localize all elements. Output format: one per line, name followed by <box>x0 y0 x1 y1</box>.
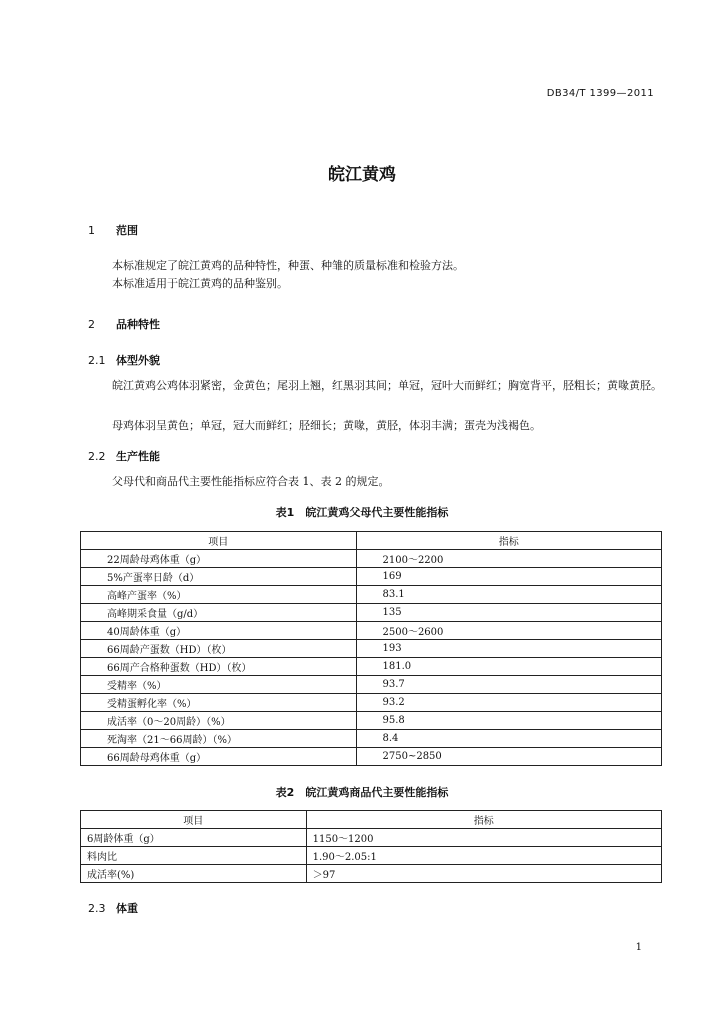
page-number: 1 <box>635 942 642 953</box>
item-cell: 死淘率（21～66周龄）（%） <box>81 730 357 748</box>
item-cell: 66周产合格种蛋数（HD）（枚） <box>81 658 357 676</box>
value-cell: 83.1 <box>356 586 662 604</box>
section-2-heading <box>88 316 160 332</box>
table-header-row <box>81 532 662 550</box>
table-row <box>81 730 662 748</box>
column-header: 指标 <box>356 532 662 550</box>
section-number: 2.1 <box>88 354 106 367</box>
column-header: 指标 <box>306 811 661 829</box>
item-cell: 成活率(%) <box>81 865 307 883</box>
value-cell: 1.90～2.05:1 <box>306 847 661 865</box>
section-number: 2.3 <box>88 902 106 915</box>
section-title: 体重 <box>116 902 138 915</box>
section-2-1-heading <box>88 352 160 368</box>
table-row <box>81 550 662 568</box>
value-cell: 8.4 <box>356 730 662 748</box>
table-row <box>81 829 662 847</box>
table-row <box>81 658 662 676</box>
section-1-heading <box>88 222 138 238</box>
section-number: 2 <box>88 318 95 331</box>
table-row <box>81 694 662 712</box>
item-cell: 22周龄母鸡体重（g） <box>81 550 357 568</box>
table-row <box>81 604 662 622</box>
value-cell: 135 <box>356 604 662 622</box>
table-row <box>81 865 662 883</box>
item-cell: 受精率（%） <box>81 676 357 694</box>
section-title: 体型外貌 <box>116 354 160 367</box>
section-number: 2.2 <box>88 450 106 463</box>
section-2-2-heading <box>88 448 160 464</box>
value-cell: 193 <box>356 640 662 658</box>
table-2-caption: 表2 皖江黄鸡商品代主要性能指标 <box>275 786 449 799</box>
value-cell: 169 <box>356 568 662 586</box>
page-title: 皖江黄鸡 <box>328 165 396 185</box>
item-cell: 6周龄体重（g） <box>81 829 307 847</box>
value-cell: ＞97 <box>306 865 661 883</box>
paragraph: 本标准适用于皖江黄鸡的品种鉴别。 <box>112 277 288 290</box>
column-header: 项目 <box>81 532 357 550</box>
section-title: 生产性能 <box>116 450 160 463</box>
value-cell: 95.8 <box>356 712 662 730</box>
table-row <box>81 622 662 640</box>
section-title: 品种特性 <box>116 318 160 331</box>
paragraph: 母鸡体羽呈黄色；单冠，冠大而鲜红；胫细长；黄喙，黄胫，体羽丰满；蛋壳为浅褐色。 <box>112 419 541 432</box>
value-cell: 93.2 <box>356 694 662 712</box>
table-row <box>81 586 662 604</box>
paragraph: 本标准规定了皖江黄鸡的品种特性，种蛋、种雏的质量标准和检验方法。 <box>112 259 464 272</box>
item-cell: 受精蛋孵化率（%） <box>81 694 357 712</box>
item-cell: 料肉比 <box>81 847 307 865</box>
table-row <box>81 748 662 766</box>
value-cell: 2100～2200 <box>356 550 662 568</box>
item-cell: 高峰期采食量（g/d） <box>81 604 357 622</box>
table-2 <box>80 810 662 883</box>
value-cell: 2500～2600 <box>356 622 662 640</box>
table-1-caption: 表1 皖江黄鸡父母代主要性能指标 <box>275 506 449 519</box>
column-header: 项目 <box>81 811 307 829</box>
item-cell: 66周龄母鸡体重（g） <box>81 748 357 766</box>
table-header-row <box>81 811 662 829</box>
value-cell: 1150～1200 <box>306 829 661 847</box>
section-title: 范围 <box>116 224 138 237</box>
item-cell: 5%产蛋率日龄（d） <box>81 568 357 586</box>
item-cell: 高峰产蛋率（%） <box>81 586 357 604</box>
item-cell: 40周龄体重（g） <box>81 622 357 640</box>
table-row <box>81 847 662 865</box>
table-row <box>81 640 662 658</box>
value-cell: 2750~2850 <box>356 748 662 766</box>
table-1 <box>80 531 662 766</box>
section-number: 1 <box>88 224 95 237</box>
table-row <box>81 568 662 586</box>
item-cell: 66周龄产蛋数（HD）（枚） <box>81 640 357 658</box>
value-cell: 93.7 <box>356 676 662 694</box>
paragraph: 父母代和商品代主要性能指标应符合表 1、表 2 的规定。 <box>112 475 390 488</box>
table-row <box>81 712 662 730</box>
document-number: DB34/T 1399—2011 <box>546 88 654 99</box>
value-cell: 181.0 <box>356 658 662 676</box>
table-row <box>81 676 662 694</box>
paragraph: 皖江黄鸡公鸡体羽紧密，金黄色；尾羽上翘，红黑羽其间；单冠，冠叶大而鲜红；胸宽背平，胫粗长；黄喙黄胫。 <box>112 379 662 392</box>
section-2-3-heading <box>88 900 138 916</box>
item-cell: 成活率（0～20周龄）（%） <box>81 712 357 730</box>
